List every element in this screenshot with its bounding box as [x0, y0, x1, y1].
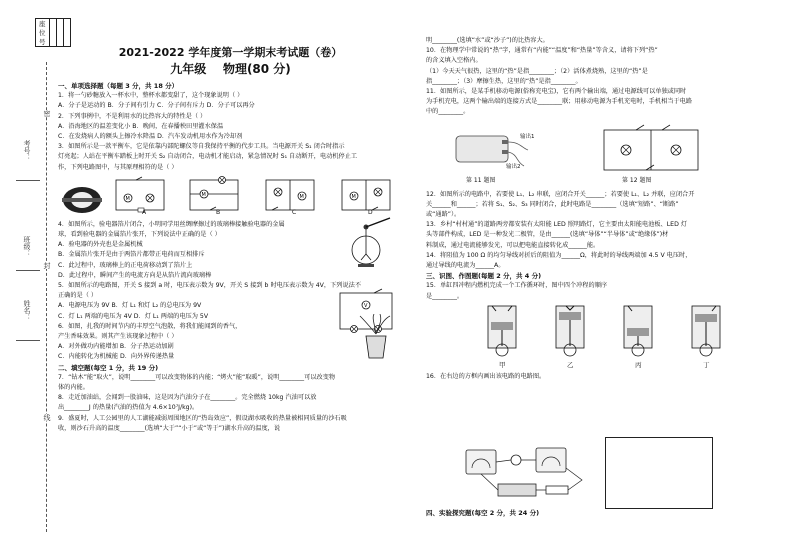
question-1: 1．将一勺砂糖放入一杯水中，整杯水都变甜了，这个现象说明（ ） [58, 92, 244, 100]
engine-stroke-jia [476, 302, 528, 360]
question-4: 4．如图所示，验电器箔片闭合，小明同学用丝绸摩擦过的玻璃棒接触验电器的金属 [58, 220, 285, 228]
question-10: 10．在物理学中常说的“热”字，通常有“内能”“温度”和“热量”等含义，请将下列“热” [426, 47, 658, 55]
circuit-option-c [262, 176, 318, 216]
question-9: 9．盛夏时，人工公园里的人工湖能减弱周围地区的“热岛效应”，假设湖水吸收的热量被相同质量的沙石吸 [58, 414, 347, 422]
question-16-physical-circuit [462, 440, 607, 502]
question-8-line2: 出________J 的热量(汽油的热值为 4.6×10⁷J/kg)。 [58, 404, 199, 412]
question-6-block [58, 322, 403, 363]
exam-no-label: 考号： [23, 140, 31, 161]
class-line[interactable] [16, 270, 40, 271]
question-2-options-ab: A．沿海地区的温差变化小 B．晚间，在春播秧田里灌水保温 [58, 122, 224, 130]
section-3-heading: 三、识图、作图题(每题 2 分，共 4 分) [426, 272, 542, 281]
seat-number-box [35, 18, 71, 47]
svg-text:M: M [201, 191, 206, 198]
exam-subtitle [58, 60, 403, 78]
class-label: 班级： [23, 236, 31, 257]
question-15-line2: 是________。 [426, 292, 464, 300]
question-7: 7．“钻木”能“取火”，说明________可以改变物体的内能；“烤火”能“取暖”，说明________可以改变物 [58, 373, 336, 381]
question-2-options-cd: C．在发烧病人的额头上擦冷水降温 D．汽车发动机用水作为冷却剂 [58, 133, 243, 141]
aroma-diffuser-figure [356, 314, 396, 362]
question-13-line2: 头等部件构成，LED 是一种发光二极管，是由______(选填“导体”“半导体”或“绝缘体”)材 [426, 231, 669, 239]
question-14-line2: 通过导线的电流为______A。 [426, 262, 505, 270]
grade: 九年级 [170, 62, 207, 76]
question-3-figures [58, 174, 403, 218]
seal-char: 密 [43, 110, 51, 117]
question-15-engine-figures [426, 302, 776, 372]
question-4-line2: 球，看到验电器的金属箔片张开，下列说法中正确的是（ ） [58, 231, 221, 239]
figure-12-caption: 第 12 题图 [622, 176, 652, 184]
question-9-line2: 收，则沙石升高的温度________(选填“大于”“小于”或“等于”)湖水升高的温度，说 [58, 424, 281, 432]
section-4-heading: 四、实验探究题(每空 2 分，共 24 分) [426, 509, 540, 517]
question-12-line3: 或“通路”）。 [426, 211, 461, 219]
question-6-options-cd: C．内能转化为机械能 D．向外界传递热量 [58, 353, 175, 361]
question-11-line3: 中的________。 [426, 108, 470, 116]
engine-label: 甲 [499, 360, 506, 369]
electroscope-figure [336, 214, 398, 276]
question-7-line2: 体的内能。 [58, 384, 89, 392]
section-1-heading: 一、单项选择题（每题 3 分，共 18 分） [58, 82, 179, 90]
circuit-letter: D [368, 208, 373, 216]
question-4-option-a: A．验电器的外壳也是金属机械 [58, 241, 143, 249]
question-5-options-ab: A．电源电压为 9V B．灯 L₁ 和灯 L₂ 的总电压为 9V [58, 302, 202, 310]
question-6-options-ab: A．对外做功内能增加 B．分子热运动加剧 [58, 343, 174, 351]
engine-label: 丙 [635, 360, 642, 369]
seal-char: 线 [43, 414, 51, 421]
seal-char: 封 [43, 262, 51, 269]
question-10-line2: 的含义填入空格内。 [426, 57, 482, 65]
circuit-letter: B [216, 208, 221, 216]
question-8: 8．走近加油站，会闻到一股油味，这是因为汽油分子在________。完全燃烧 10kg 汽油可以放 [58, 394, 317, 402]
svg-text:M: M [299, 193, 304, 200]
question-5: 5．如图所示的电路图，开关 S 接到 a 时，电压表示数为 9V，开关 S 接到 b 时电压表示数为 4V，下列说法不 [58, 282, 362, 290]
question-5-block [58, 281, 403, 322]
question-10-line4: 指________；（3）摩擦生热，这里的“热”是指________。 [426, 77, 582, 85]
question-15: 15．单缸四冲程内燃机完成一个工作循环时，图中四个冲程的顺序 [426, 282, 608, 290]
question-6-line2: 产生香味效果。则其产生该现象过程中（ ） [58, 333, 178, 341]
output-2-label: 输出2 [506, 163, 521, 170]
engine-stroke-yi [544, 302, 596, 360]
circuit-letter: C [292, 208, 297, 216]
question-5-options-cd: C．灯 L₁ 两端的电压为 4V D．灯 L₁ 两端的电压为 5V [58, 312, 209, 320]
exam-no-line[interactable] [16, 180, 40, 181]
questions-11-12-figures [426, 118, 776, 190]
circuit-option-b [186, 176, 242, 216]
question-5-line2: 正确的是（ ） [58, 292, 98, 300]
section-2-heading: 二、填空题(每空 1 分，共 19 分) [58, 363, 159, 372]
question-4-block [58, 220, 403, 281]
binding-strip [0, 0, 62, 550]
question-6: 6．如图，扎我的时间节内的丰厚空气泡散，将我们能闻到的香气， [58, 322, 242, 330]
question-1-options: A．分子是运动的 B．分子间有引力 C．分子间有斥力 D．分子可以再分 [58, 102, 255, 110]
figure-11-caption: 第 11 题图 [466, 176, 496, 184]
section-4-wrap [426, 508, 776, 518]
circuit-letter: A [142, 208, 147, 216]
name-label: 姓名： [23, 300, 31, 321]
question-3-line2: 灯亮起；人站在平衡车踏板上时开关 S₂ 自动闭合，电动机才能启动，紧急情况时 S₁ 自动断开，电动机停止工 [58, 153, 358, 161]
seat-label: 座位号 [36, 19, 50, 47]
left-column [58, 45, 403, 434]
question-11: 11．如图所示，是某手机移动电源(俗称充电宝)，它有两个输出端，通过电源线可以单独或同时 [426, 88, 687, 96]
question-3: 3．如图所示是一款平衡车，它是依靠内部陀螺仪等自我保持平衡的代步工具。当电源开关 S₁ 闭合时指示 [58, 143, 345, 151]
seat-cell[interactable] [63, 19, 70, 47]
question-14: 14．将阻值为 100 Ω 的均匀导线对折后的阻值为______Ω，将此时的导线两端加 4.5 V 电压时， [426, 251, 692, 259]
question-16-answer-box[interactable] [605, 437, 713, 509]
question-10-line3: （1）今天天气很热，这里的“热”是指________；（2）活体煮烧熟，这里的“热”是 [426, 67, 648, 75]
question-4-option-c: C．此过程中，玻璃棒上的正电荷移动到了箔片上 [58, 261, 193, 269]
name-line[interactable] [16, 340, 40, 341]
svg-text:V: V [364, 303, 368, 310]
engine-label: 丁 [703, 360, 710, 369]
engine-label: 乙 [567, 360, 574, 369]
question-9-line3: 明________(选填“水”或“沙子”)的比热容大。 [426, 37, 549, 44]
question-12: 12．如图所示的电路中，若要使 L₁、L₂ 串联，应闭合开关______；若要使 L₁、L₂ 并联，应闭合开 [426, 190, 695, 198]
question-11-line2: 为手机充电，这两个输出端的连接方式是________联；用移动电源为手机充电时，手机相当于电路 [426, 98, 693, 106]
balance-scooter-image [60, 180, 104, 214]
exam-title: 2021-2022 学年度第一学期末考试题（卷） [118, 46, 343, 59]
question-2: 2．下列事例中，不是利用水的比热容大的特性是（ ） [58, 112, 207, 120]
question-13: 13．乡村“村村通”的道路两旁都安装有太阳能 LED 照明路灯，它主要由太阳能电池板、LED 灯 [426, 221, 687, 229]
circuit-option-d [338, 176, 394, 216]
svg-text:M: M [125, 195, 130, 202]
circuit-option-a [112, 176, 168, 216]
seat-cell[interactable] [49, 19, 56, 47]
engine-stroke-bing [612, 302, 664, 360]
subject: 物理(80 分) [222, 62, 291, 76]
engine-stroke-ding [680, 302, 732, 360]
output-1-label: 输出1 [520, 133, 535, 140]
seat-cell[interactable] [56, 19, 63, 47]
question-3-line3: 作，下列电路图中，与其原理相符的是（ ） [58, 163, 178, 171]
seal-line [46, 62, 47, 532]
question-12-circuit [596, 122, 706, 178]
question-4-option-d: D．此过程中，瞬间产生的电流方向是从箔片流向玻璃棒 [58, 271, 212, 279]
question-4-option-b: B．金属箔片张开是由于两箔片都带正电荷而互相排斥 [58, 251, 205, 259]
question-12-line2: 关______和______；若将 S₁、S₂、S₃ 同时闭合，此时电路是________（选填“短路”、“断路” [426, 200, 679, 208]
question-13-line3: 料制成，通过电流能够发光，可以把电能直接转化成______能。 [426, 241, 600, 249]
question-16: 16．在右边的方框内画出该电路的电路图。 [426, 372, 546, 380]
svg-text:M: M [351, 193, 356, 200]
right-column [426, 36, 776, 382]
